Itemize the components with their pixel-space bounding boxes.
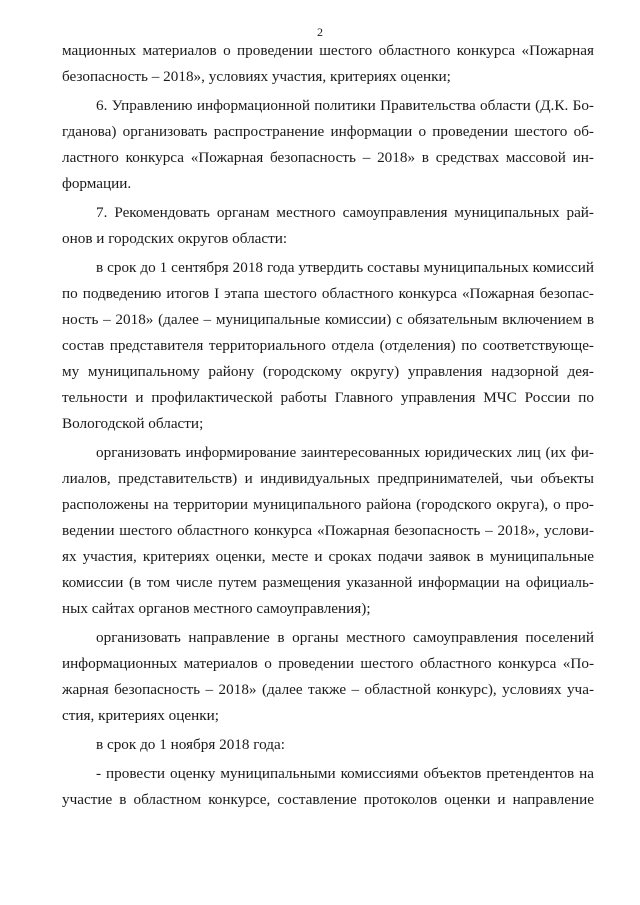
text-line: организовать направление в органы местного самоуправления поселений [96, 629, 594, 646]
text-line: состав представителя территориального отдела (отделения) по соответствующе- [62, 337, 594, 354]
text-line: ведении шестого областного конкурса «Пожарная безопасность – 2018», услови- [62, 522, 594, 539]
text-line: тельности и профилактической работы Главного управления МЧС России по [62, 389, 594, 406]
text-line: ность – 2018» (далее – муниципальные комиссии) с обязательным включением в [62, 311, 594, 328]
text-line: стия, критериях оценки; [62, 707, 219, 724]
text-line: участие в областном конкурсе, составление протоколов оценки и направление [62, 791, 594, 808]
text-line: жарная безопасность – 2018» (далее также – областной конкурс), условиях уча- [62, 681, 594, 698]
text-line: - провести оценку муниципальными комиссиями объектов претендентов на [96, 765, 594, 782]
text-line: лиалов, представительств) и индивидуальных предпринимателей, чьи объекты [62, 470, 594, 487]
paragraph-7-line: 7. Рекомендовать органам местного самоуправления муниципальных рай- [96, 204, 594, 221]
text-line: по подведению итогов I этапа шестого областного конкурса «Пожарная безопас- [62, 285, 594, 302]
text-line: информационных материалов о проведении шестого областного конкурса «По- [62, 655, 594, 672]
text-line: ях участия, критериях оценки, месте и сроках подачи заявок в муниципальные [62, 548, 594, 565]
text-line: комиссии (в том числе путем размещения указанной информации на официаль- [62, 574, 594, 591]
text-line: гданова) организовать распространение информации о проведении шестого об- [62, 123, 594, 140]
text-line: онов и городских округов области: [62, 230, 288, 247]
text-line: организовать информирование заинтересованных юридических лиц (их фи- [96, 444, 594, 461]
text-line: ластного конкурса «Пожарная безопасность – 2018» в средствах массовой ин- [62, 149, 594, 166]
text-line: формации. [62, 175, 132, 192]
text-line: безопасность – 2018», условиях участия, критериях оценки; [62, 68, 451, 85]
text-line: в срок до 1 ноября 2018 года: [96, 736, 285, 753]
text-line: ных сайтах органов местного самоуправления); [62, 600, 371, 617]
paragraph-6-line: 6. Управлению информационной политики Правительства области (Д.К. Бо- [96, 97, 594, 114]
text-line: мационных материалов о проведении шестого областного конкурса «Пожарная [62, 42, 594, 59]
text-line: Вологодской области; [62, 415, 204, 432]
text-line: расположены на территории муниципального района (городского округа), о про- [62, 496, 594, 513]
text-line: му муниципальному району (городскому округу) управления надзорной дея- [62, 363, 594, 380]
page-number: 2 [317, 25, 323, 39]
text-line: в срок до 1 сентября 2018 года утвердить составы муниципальных комиссий [96, 259, 594, 276]
